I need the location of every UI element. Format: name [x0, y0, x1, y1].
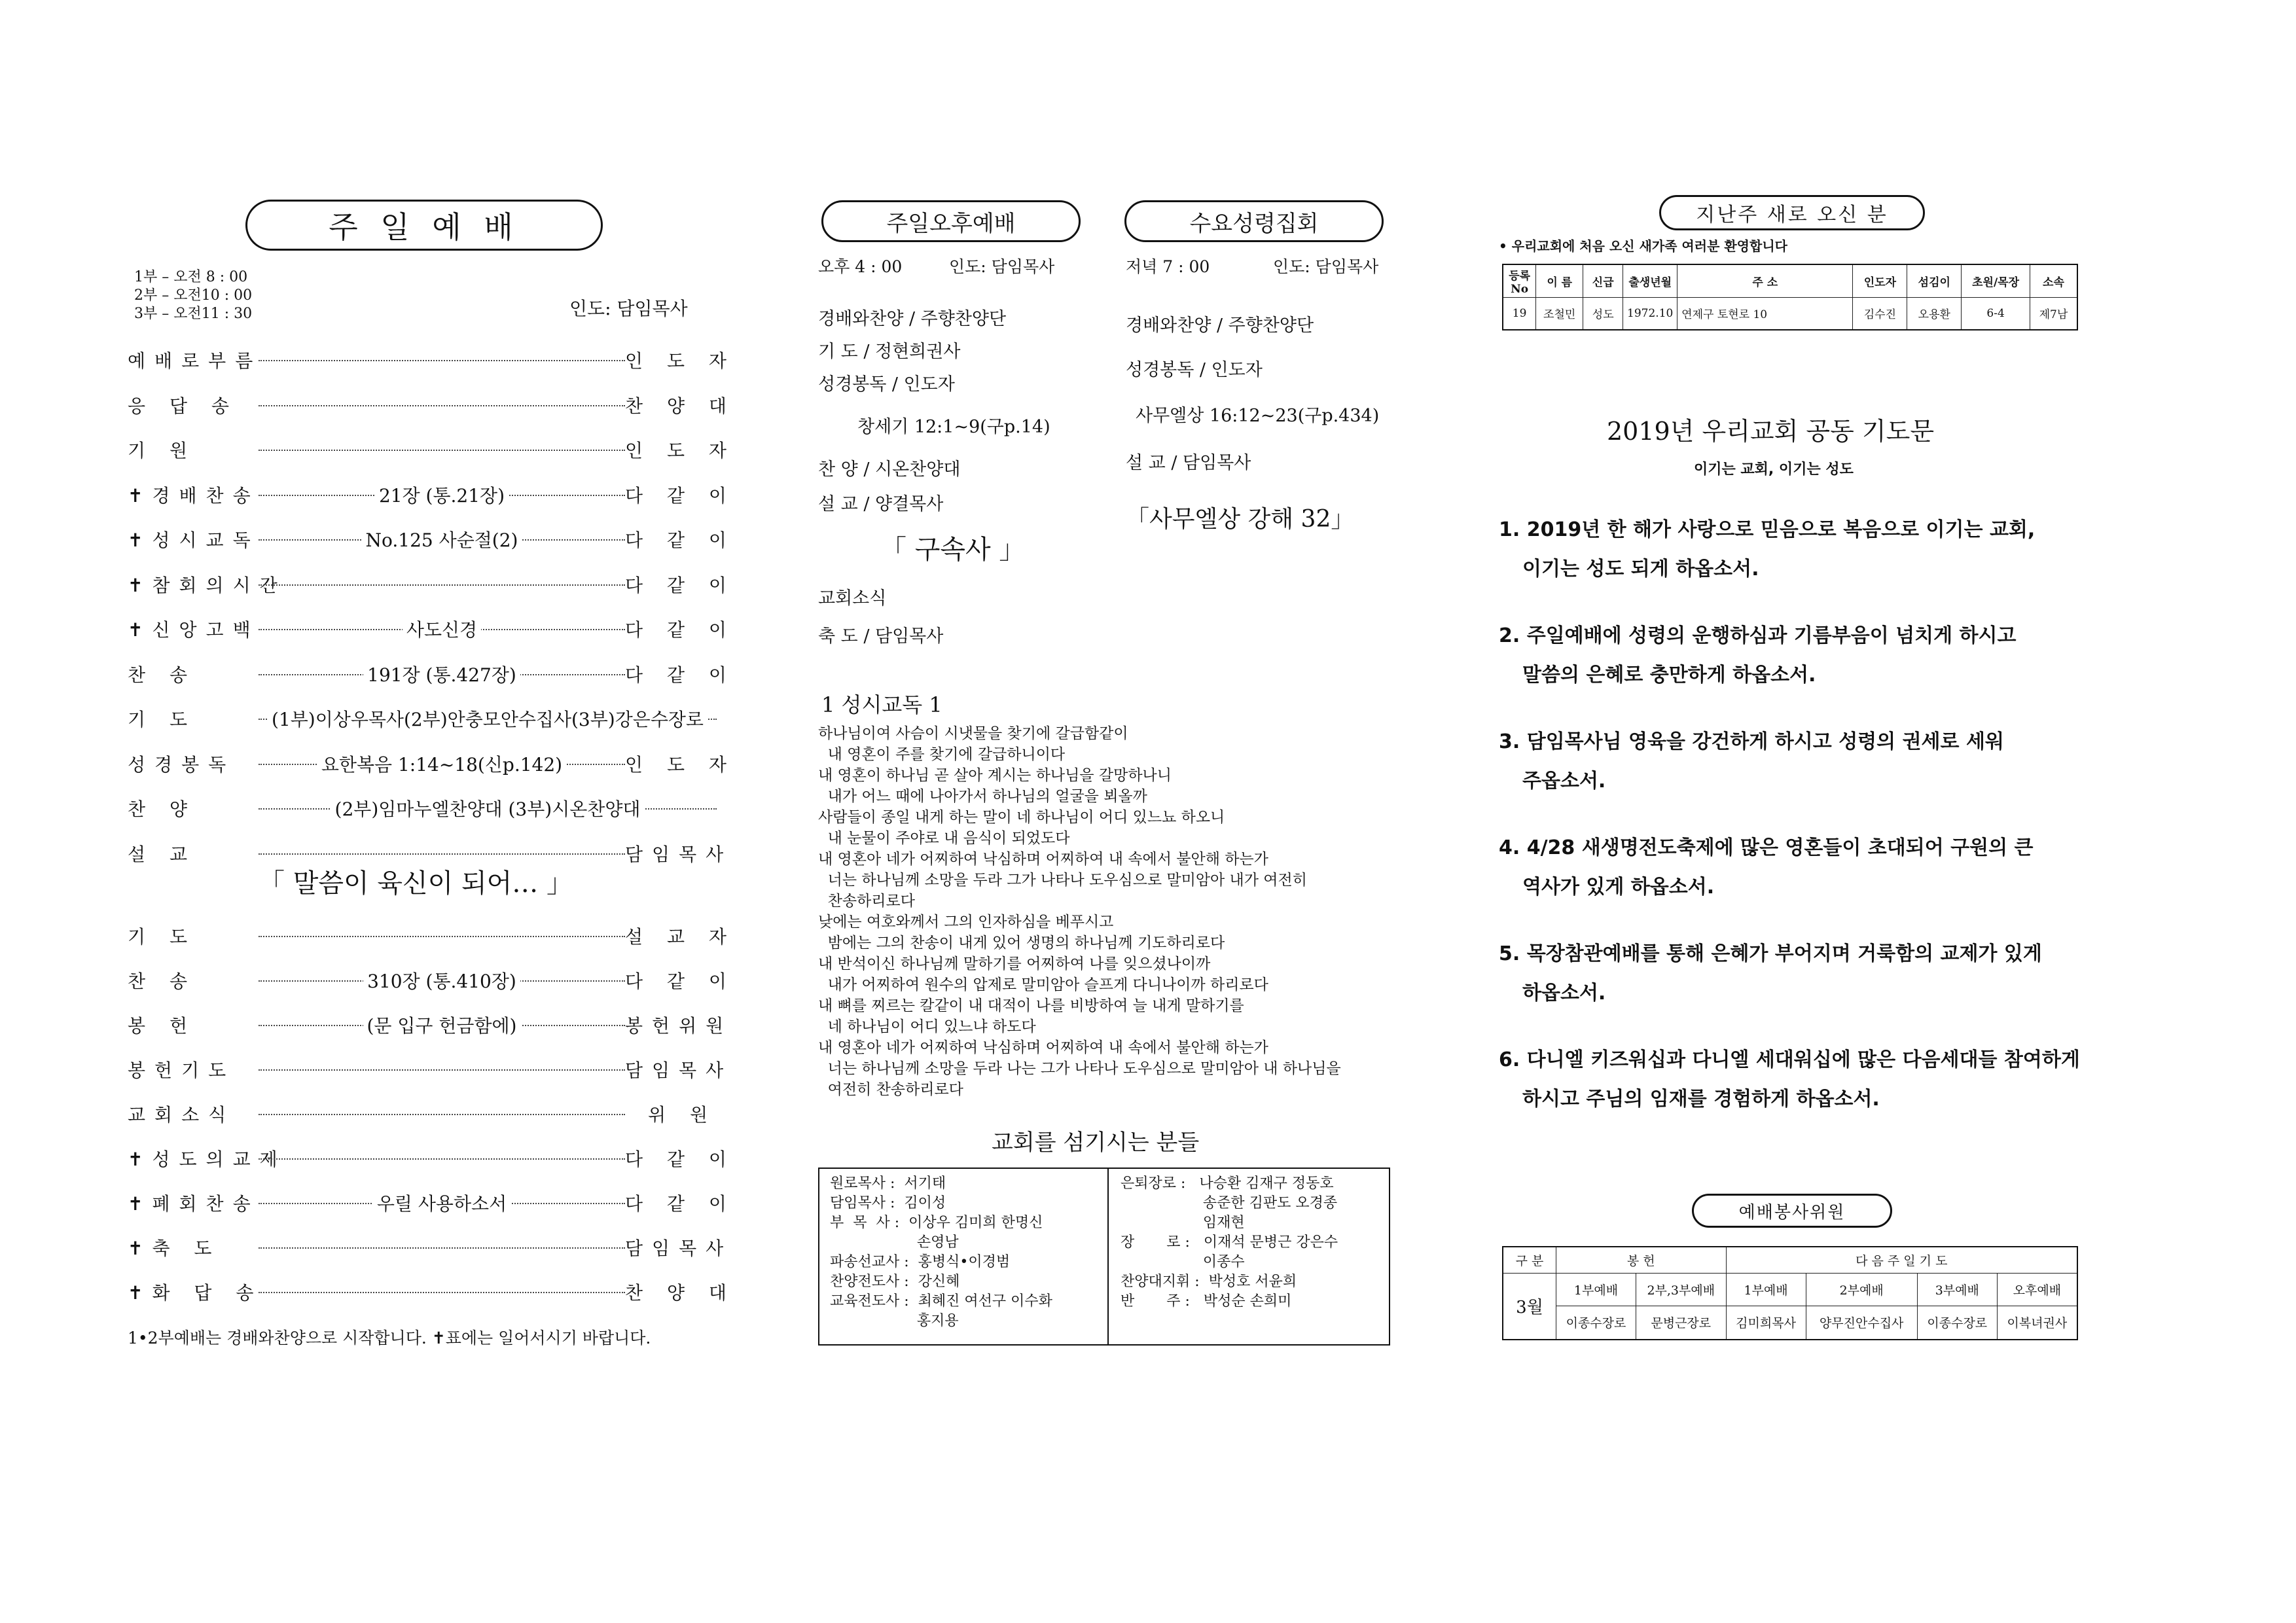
order-row: [128, 795, 717, 821]
server-line: 은퇴장로 : 나승환 김재구 정동호: [1121, 1175, 1334, 1192]
afternoon-line-6: 설 교 / 양결목사: [818, 494, 944, 514]
order-label: ✝경배찬송: [128, 484, 260, 507]
prayer-line-1: 1. 2019년 한 해가 사랑으로 믿음으로 복음으로 이기는 교회,: [1499, 518, 2036, 541]
prayer-line-2: 하옵소서.: [1522, 982, 1606, 1005]
wednesday-sermon: 「사무엘상 강해 32」: [1126, 506, 1355, 533]
order-responsible: 다 같 이: [625, 971, 736, 992]
order-detail: 사도신경: [403, 616, 481, 642]
order-responsible: 담임목사: [625, 1060, 733, 1081]
order-label: ✝성시교독: [128, 529, 260, 551]
order-row: [128, 1145, 736, 1171]
server-line: 임재현: [1121, 1215, 1245, 1231]
visitors-title: 지난주 새로 오신 분: [1696, 204, 1888, 226]
svc-name-6: 이복녀권사: [1997, 1306, 2077, 1340]
visitor-regno: 19: [1503, 297, 1536, 330]
svc-sub-6: 오후예배: [1997, 1273, 2077, 1306]
worship-times: [134, 268, 252, 323]
servers-title: 교회를 섬기시는 분들: [992, 1130, 1200, 1156]
svc-sub-row: [1503, 1273, 2077, 1306]
order-responsible: 찬 양 대: [625, 1282, 736, 1304]
order-responsible: 다 같 이: [625, 484, 736, 507]
time-2: 2부 – 오전10 : 00: [134, 287, 253, 304]
order-responsible: 봉헌위원: [625, 1015, 733, 1037]
server-line: 담임목사 : 김이성: [830, 1195, 946, 1211]
psalm-line: 내 영혼이 하나님 곧 살아 계시는 하나님을 갈망하나니: [818, 767, 1172, 784]
wednesday-leader: 인도: 담임목사: [1273, 257, 1379, 276]
server-line: 부 목 사 : 이상우 김미희 한명신: [830, 1215, 1043, 1231]
order-row: [128, 347, 736, 373]
psalm-line: 내 영혼아 네가 어찌하여 낙심하며 어찌하여 내 속에서 불안해 하는가: [818, 851, 1268, 868]
col-birth: 출생년월: [1623, 264, 1677, 297]
order-detail-leader: [259, 967, 625, 993]
prayer-item: [1499, 510, 2101, 589]
col-regno: 등록No: [1503, 264, 1536, 297]
svc-month: 3월: [1503, 1273, 1556, 1340]
col-helper: 섬김이: [1907, 264, 1962, 297]
order-row: [128, 1279, 736, 1305]
col-cell: 초원/목장: [1962, 264, 2030, 297]
order-of-service-2: [128, 923, 736, 1315]
servers-divider: [1107, 1169, 1109, 1344]
worship-leader: 인도: 담임목사: [569, 298, 688, 319]
visitor-group: 제7남: [2030, 297, 2077, 330]
afternoon-line-3: 성경봉독 / 인도자: [818, 374, 955, 395]
server-line: 홍지용: [830, 1313, 959, 1329]
order-row: [128, 661, 736, 687]
afternoon-title: 주일오후예배: [886, 210, 1016, 237]
footnote: 1•2부예배는 경배와찬양으로 시작합니다. ✝표에는 일어서시기 바랍니다.: [128, 1329, 651, 1347]
table-row: [1503, 297, 2077, 330]
order-responsible: 인 도 자: [625, 350, 736, 372]
order-detail: 요한복음 1:14~18(신p.142): [317, 751, 566, 777]
svc-name-1: 이종수장로: [1556, 1306, 1636, 1340]
svc-header-row: [1503, 1247, 2077, 1273]
servers-left-list: [830, 1174, 1052, 1331]
psalm-line: 내 영혼이 주를 찾기에 갈급하니이다: [818, 746, 1066, 763]
order-row: [128, 526, 736, 552]
worship-title: 주 일 예 배: [329, 209, 520, 245]
psalm-line: 하나님이여 사슴이 시냇물을 찾기에 갈급함같이: [818, 725, 1128, 742]
order-detail-leader: [259, 482, 625, 508]
psalm-line: 내 영혼아 네가 어찌하여 낙심하며 어찌하여 내 속에서 불안해 하는가: [818, 1039, 1268, 1056]
order-label: 봉헌기도: [128, 1060, 236, 1081]
order-row: [128, 571, 736, 597]
order-row: [128, 1056, 733, 1082]
server-line: 장 로 : 이재석 문병근 강은수: [1121, 1234, 1338, 1251]
order-detail-leader: [259, 1012, 625, 1038]
order-label: 예배로부름: [128, 350, 262, 372]
order-responsible: 담임목사: [625, 1238, 733, 1259]
order-label: 기 원: [128, 440, 196, 461]
visitor-name: 조철민: [1536, 297, 1583, 330]
prayer-line-1: 6. 다니엘 키즈워십과 다니엘 세대워십에 많은 다음세대들 참여하게: [1499, 1048, 2080, 1071]
order-label: ✝축 도: [128, 1238, 221, 1259]
order-label: ✝폐회찬송: [128, 1193, 260, 1215]
psalm-line: 너는 하나님께 소망을 두라 그가 나타나 도우심으로 말미암아 내가 여전히: [818, 872, 1307, 889]
order-label: 찬 양: [128, 798, 196, 820]
order-detail-leader: [259, 571, 625, 597]
visitors-welcome: • 우리교회에 처음 오신 새가족 여러분 환영합니다: [1499, 238, 1787, 254]
psalm-line: 내가 어찌하여 원수의 압제로 말미암아 슬프게 다니나이까 하리로다: [818, 976, 1268, 993]
server-line: 찬양전도사 : 강신혜: [830, 1274, 960, 1290]
order-detail-leader: [259, 526, 625, 552]
psalm-line: 내 뼈를 찌르는 칼같이 내 대적이 나를 비방하여 늘 내게 말하기를: [818, 997, 1244, 1014]
prayer-item: [1499, 616, 2101, 695]
servers-right-list: [1121, 1174, 1338, 1311]
order-detail: (2부)임마누엘찬양대 (3부)시온찬양대: [331, 795, 645, 821]
order-row: [128, 1012, 733, 1038]
time-1: 1부 – 오전 8 : 00: [134, 269, 248, 285]
psalm-line: 너는 하나님께 소망을 두라 나는 그가 나타나 도우심으로 말미암아 내 하나님을: [818, 1060, 1341, 1077]
order-detail-leader: [259, 751, 625, 777]
order-responsible: 위 원: [648, 1104, 717, 1126]
order-label: 설 교: [128, 843, 196, 865]
svc-sub-5: 3부예배: [1917, 1273, 1997, 1306]
svc-sub-2: 2부,3부예배: [1636, 1273, 1726, 1306]
prayer-item: [1499, 829, 2101, 907]
psalm-line: 찬송하리로다: [818, 893, 915, 910]
afternoon-leader: 인도: 담임목사: [949, 257, 1055, 276]
svc-sub-3: 1부예배: [1726, 1273, 1806, 1306]
prayer-item: [1499, 722, 2101, 801]
order-responsible: 찬 양 대: [625, 395, 736, 417]
prayer-line-2: 이기는 성도 되게 하옵소서.: [1522, 558, 1759, 580]
time-3: 3부 – 오전11 : 30: [134, 306, 253, 322]
server-line: 송준한 김판도 오경종: [1121, 1195, 1338, 1211]
afternoon-line-1: 경배와찬양 / 주향찬양단: [818, 309, 1007, 329]
order-label: ✝화 답 송: [128, 1282, 263, 1304]
afternoon-news: 교회소식: [818, 588, 887, 609]
prayer-line-1: 5. 목장참관예배를 통해 은혜가 부어지며 거룩함의 교제가 있게: [1499, 942, 2042, 965]
svc-sub-1: 1부예배: [1556, 1273, 1636, 1306]
order-label: 기 도: [128, 926, 196, 948]
svc-name-4: 양무진안수집사: [1806, 1306, 1917, 1340]
order-row: [128, 437, 736, 463]
servers-box: [818, 1168, 1390, 1346]
order-detail-leader: [259, 1101, 625, 1127]
sermon-title: 「 말씀이 육신이 되어… 」: [259, 868, 573, 899]
order-row: [128, 1190, 736, 1216]
order-label: 찬 송: [128, 664, 196, 686]
order-detail-leader: [259, 392, 625, 418]
server-line: 반 주 : 박성순 손희미: [1121, 1293, 1292, 1310]
order-detail-leader: [259, 347, 625, 373]
psalm-line: 내가 어느 때에 나아가서 하나님의 얼굴을 뵈올까: [818, 788, 1147, 805]
order-detail-leader: [259, 1056, 625, 1082]
prayer-line-1: 4. 4/28 새생명전도축제에 많은 영혼들이 초대되어 구원의 큰: [1499, 836, 2034, 859]
order-row: [128, 751, 736, 777]
order-detail-leader: [259, 616, 625, 642]
afternoon-line-2: 기 도 / 정현희권사: [818, 342, 961, 362]
psalm-line: 내 반석이신 하나님께 말하기를 어찌하여 나를 잊으셨나이까: [818, 955, 1211, 972]
order-row: [128, 1101, 717, 1127]
col-guide: 인도자: [1853, 264, 1907, 297]
prayer-title: 2019년 우리교회 공동 기도문: [1607, 417, 1935, 446]
col-name: 이 름: [1536, 264, 1583, 297]
afternoon-title-box: [821, 200, 1081, 242]
order-detail: 191장 (통.427장): [363, 661, 520, 687]
wednesday-title-box: [1124, 200, 1384, 242]
order-responsible: 다 같 이: [625, 664, 736, 686]
svc-name-5: 이종수장로: [1917, 1306, 1997, 1340]
prayer-line-1: 2. 주일예배에 성령의 운행하심과 기름부음이 넘치게 하시고: [1499, 624, 2017, 647]
server-line: 이종수: [1121, 1254, 1245, 1270]
order-detail-leader: [259, 795, 717, 821]
server-line: 원로목사 : 서기태: [830, 1175, 946, 1192]
order-label: 찬 송: [128, 971, 196, 992]
order-responsible: 다 같 이: [625, 1149, 736, 1170]
order-row: [128, 616, 736, 642]
wednesday-line-4: 설 교 / 담임목사: [1126, 453, 1251, 473]
visitor-cell: 6-4: [1962, 297, 2030, 330]
order-row: [128, 923, 736, 949]
order-row: [128, 1234, 733, 1260]
visitor-guide: 김수진: [1853, 297, 1907, 330]
visitor-helper: 오용환: [1907, 297, 1962, 330]
order-detail-leader: [259, 661, 625, 687]
order-responsible: 인 도 자: [625, 440, 736, 461]
wednesday-line-2: 성경봉독 / 인도자: [1126, 360, 1263, 380]
wednesday-time: 저녁 7 : 00: [1126, 257, 1210, 276]
prayer-line-2: 주옵소서.: [1522, 770, 1606, 793]
prayer-line-1: 3. 담임목사님 영육을 강건하게 하시고 성령의 권세로 세워: [1499, 730, 2004, 753]
visitor-rank: 성도: [1583, 297, 1623, 330]
visitors-table: [1502, 264, 2078, 330]
order-detail-leader: [259, 437, 625, 463]
order-responsible: 설 교 자: [625, 926, 736, 948]
order-detail: 우릴 사용하소서: [373, 1190, 511, 1216]
order-row: [128, 392, 736, 418]
psalm-line: 사람들이 종일 내게 하는 말이 네 하나님이 어디 있느뇨 하오니: [818, 809, 1225, 826]
psalm-title: 1 성시교독 1: [821, 692, 942, 717]
psalm-line: 네 하나님이 어디 있느냐 하도다: [818, 1018, 1036, 1035]
prayer-subtitle: 이기는 교회, 이기는 성도: [1694, 461, 1854, 478]
service-committee-title: 예배봉사위원: [1738, 1202, 1846, 1222]
psalm-line: 내 눈물이 주야로 내 음식이 되었도다: [818, 830, 1070, 847]
order-label: 성경봉독: [128, 753, 236, 776]
order-label: 봉 헌: [128, 1015, 196, 1037]
order-responsible: 담임목사: [625, 843, 733, 865]
order-responsible: 다 같 이: [625, 529, 736, 551]
server-line: 교육전도사 : 최혜진 여선구 이수화: [830, 1293, 1052, 1310]
afternoon-sermon: 「 구속사 」: [880, 535, 1026, 565]
order-detail-leader: [259, 923, 625, 949]
wednesday-line-1: 경배와찬양 / 주향찬양단: [1126, 315, 1314, 336]
order-label: ✝성도의교제: [128, 1149, 287, 1170]
visitors-header-row: [1503, 264, 2077, 297]
service-committee-table: [1502, 1246, 2078, 1340]
order-detail: 310장 (통.410장): [363, 967, 520, 993]
order-responsible: 다 같 이: [625, 1193, 736, 1215]
order-detail: (1부)이상우목사(2부)안충모안수집사(3부)강은수장로: [268, 705, 708, 732]
service-committee-title-box: [1692, 1194, 1892, 1228]
svc-sub-4: 2부예배: [1806, 1273, 1917, 1306]
order-responsible: 다 같 이: [625, 619, 736, 641]
wednesday-scripture: 사무엘상 16:12~23(구p.434): [1136, 406, 1380, 426]
svc-name-3: 김미희목사: [1726, 1306, 1806, 1340]
order-detail: (문 입구 헌금함에): [363, 1012, 521, 1038]
svc-h-prayer: 다 음 주 일 기 도: [1726, 1247, 2077, 1273]
col-group: 소속: [2030, 264, 2077, 297]
server-line: 파송선교사 : 홍병식•이경범: [830, 1254, 1011, 1270]
order-label: ✝신앙고백: [128, 619, 260, 641]
order-detail-leader: [259, 1234, 625, 1260]
order-detail-leader: [259, 1279, 625, 1305]
prayer-line-2: 역사가 있게 하옵소서.: [1522, 876, 1715, 899]
server-line: 찬양대지휘 : 박성호 서윤희: [1121, 1274, 1297, 1290]
prayer-item: [1499, 1041, 2101, 1119]
afternoon-time: 오후 4 : 00: [818, 257, 903, 276]
prayer-line-2: 하시고 주님의 임재를 경험하게 하옵소서.: [1522, 1088, 1880, 1111]
afternoon-bless: 축 도 / 담임목사: [818, 626, 944, 647]
order-responsible: 다 같 이: [625, 574, 736, 596]
order-responsible: 인 도 자: [625, 753, 736, 776]
visitor-birth: 1972.10: [1623, 297, 1677, 330]
worship-title-box: [245, 200, 603, 251]
order-label: 교회소식: [128, 1104, 236, 1126]
afternoon-scripture: 창세기 12:1~9(구p.14): [857, 417, 1050, 437]
order-detail-leader: [259, 705, 717, 732]
visitor-address: 연제구 토현로 10: [1677, 297, 1853, 330]
order-of-service: [128, 347, 736, 865]
psalm-line: 밤에는 그의 찬송이 내게 있어 생명의 하나님께 기도하리로다: [818, 935, 1225, 952]
psalm-line: 낮에는 여호와께서 그의 인자하심을 베푸시고: [818, 914, 1114, 931]
col-rank: 신급: [1583, 264, 1623, 297]
order-label: 응 답 송: [128, 395, 238, 417]
prayer-line-2: 말씀의 은혜로 충만하게 하옵소서.: [1522, 664, 1816, 687]
order-label: 기 도: [128, 709, 196, 730]
psalm-line: 여전히 찬송하리로다: [818, 1081, 963, 1098]
order-row: [128, 705, 717, 732]
order-row: [128, 482, 736, 508]
order-label: ✝참회의시간: [128, 574, 287, 596]
prayer-item: [1499, 935, 2101, 1013]
afternoon-line-5: 찬 양 / 시온찬양대: [818, 459, 961, 480]
order-detail-leader: [259, 1145, 625, 1171]
col-address: 주 소: [1677, 264, 1853, 297]
server-line: 손영남: [830, 1234, 959, 1251]
order-row: [128, 967, 736, 993]
svc-h-offering: 봉 헌: [1556, 1247, 1727, 1273]
order-detail: No.125 사순절(2): [362, 526, 522, 552]
svc-names-row: [1503, 1306, 2077, 1340]
svc-h-div: 구 분: [1503, 1247, 1556, 1273]
wednesday-title: 수요성령집회: [1189, 210, 1319, 237]
svc-name-2: 문병근장로: [1636, 1306, 1726, 1340]
order-detail-leader: [259, 1190, 625, 1216]
order-detail: 21장 (통.21장): [375, 482, 509, 508]
visitors-title-box: [1659, 195, 1925, 230]
